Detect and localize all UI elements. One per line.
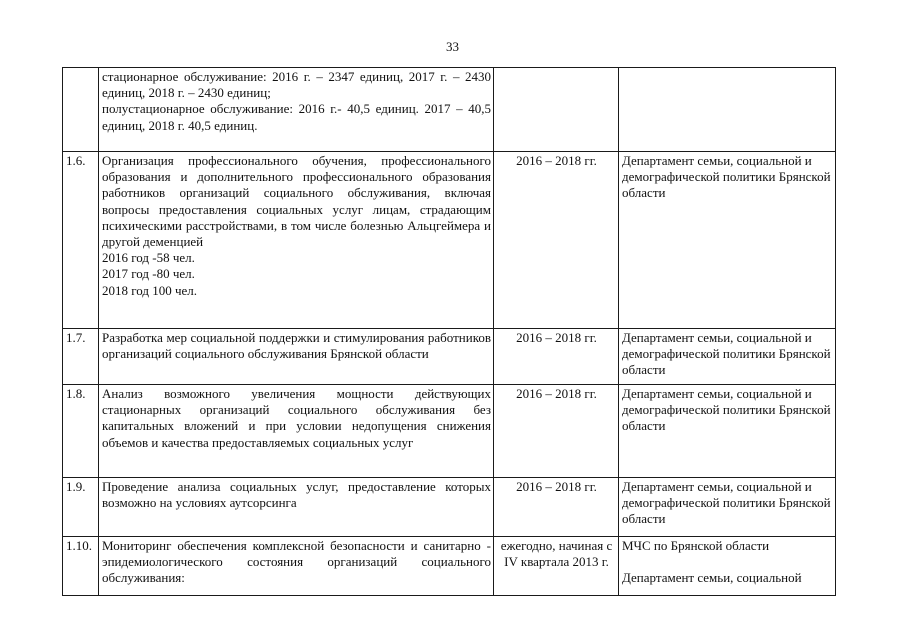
row-executor: Департамент семьи, социальной и демографической политики Брянской области xyxy=(619,478,836,537)
row-term: 2016 – 2018 гг. xyxy=(494,478,619,537)
executor-item: Департамент семьи, социальной xyxy=(622,570,802,586)
description-paragraph: Разработка мер социальной поддержки и стимулирования работников организаций социального обслуживания Брянской области xyxy=(102,330,491,362)
row-executor xyxy=(619,537,836,596)
table-row xyxy=(63,385,836,478)
row-term: 2016 – 2018 гг. xyxy=(494,152,619,329)
row-number: 1.10. xyxy=(63,537,99,596)
table-row xyxy=(63,537,836,596)
table-row xyxy=(63,329,836,385)
row-executor: Департамент семьи, социальной и демографической политики Брянской области xyxy=(619,329,836,385)
row-executor: Департамент семьи, социальной и демографической политики Брянской области xyxy=(619,385,836,478)
row-description xyxy=(99,152,494,329)
row-number: 1.9. xyxy=(63,478,99,537)
row-description xyxy=(99,478,494,537)
description-line: 2018 год 100 чел. xyxy=(102,282,198,298)
table-row xyxy=(63,478,836,537)
executor-spacer xyxy=(622,554,833,570)
table-row xyxy=(63,152,836,329)
row-executor xyxy=(619,68,836,152)
row-description xyxy=(99,68,494,152)
description-line: 2016 год -58 чел. xyxy=(102,250,195,266)
row-number: 1.7. xyxy=(63,329,99,385)
description-paragraph: Мониторинг обеспечения комплексной безопасности и санитарно - эпидемиологического состояния организаций социального обслуживания: xyxy=(102,538,491,586)
description-paragraph: Организация профессионального обучения, профессионального образования и дополнительного профессионального образования работников организаций социального обслуживания, включая вопросы предоставления социальных услуг лицам, страдающим психическими расстройствами, в том числе болезнью Альцгеймера и другой деменцией xyxy=(102,153,491,250)
row-description xyxy=(99,537,494,596)
description-paragraph: полустационарное обслуживание: 2016 г.- 40,5 единиц. 2017 – 40,5 единиц, 2018 г. 40,5 единиц. xyxy=(102,101,491,133)
row-executor: Департамент семьи, социальной и демографической политики Брянской области xyxy=(619,152,836,329)
row-term xyxy=(494,68,619,152)
row-term: ежегодно, начиная с IV квартала 2013 г. xyxy=(494,537,619,596)
row-number: 1.6. xyxy=(63,152,99,329)
row-description xyxy=(99,329,494,385)
row-number: 1.8. xyxy=(63,385,99,478)
row-term: 2016 – 2018 гг. xyxy=(494,385,619,478)
row-description xyxy=(99,385,494,478)
description-paragraph: Проведение анализа социальных услуг, предоставление которых возможно на условиях аутсорсинга xyxy=(102,479,491,511)
description-paragraph: Анализ возможного увеличения мощности действующих стационарных организаций социального обслуживания без капитальных вложений и при условии недопущения снижения объемов и качества предоставляемых социальных услуг xyxy=(102,386,491,450)
executor-item: МЧС по Брянской области xyxy=(622,538,770,553)
row-term: 2016 – 2018 гг. xyxy=(494,329,619,385)
measures-table xyxy=(62,67,836,596)
description-paragraph: стационарное обслуживание: 2016 г. – 2347 единиц, 2017 г. – 2430 единиц, 2018 г. – 2430 единиц; xyxy=(102,69,491,101)
table-row xyxy=(63,68,836,152)
row-number xyxy=(63,68,99,152)
page-number: 33 xyxy=(446,39,459,54)
description-line: 2017 год -80 чел. xyxy=(102,266,195,282)
